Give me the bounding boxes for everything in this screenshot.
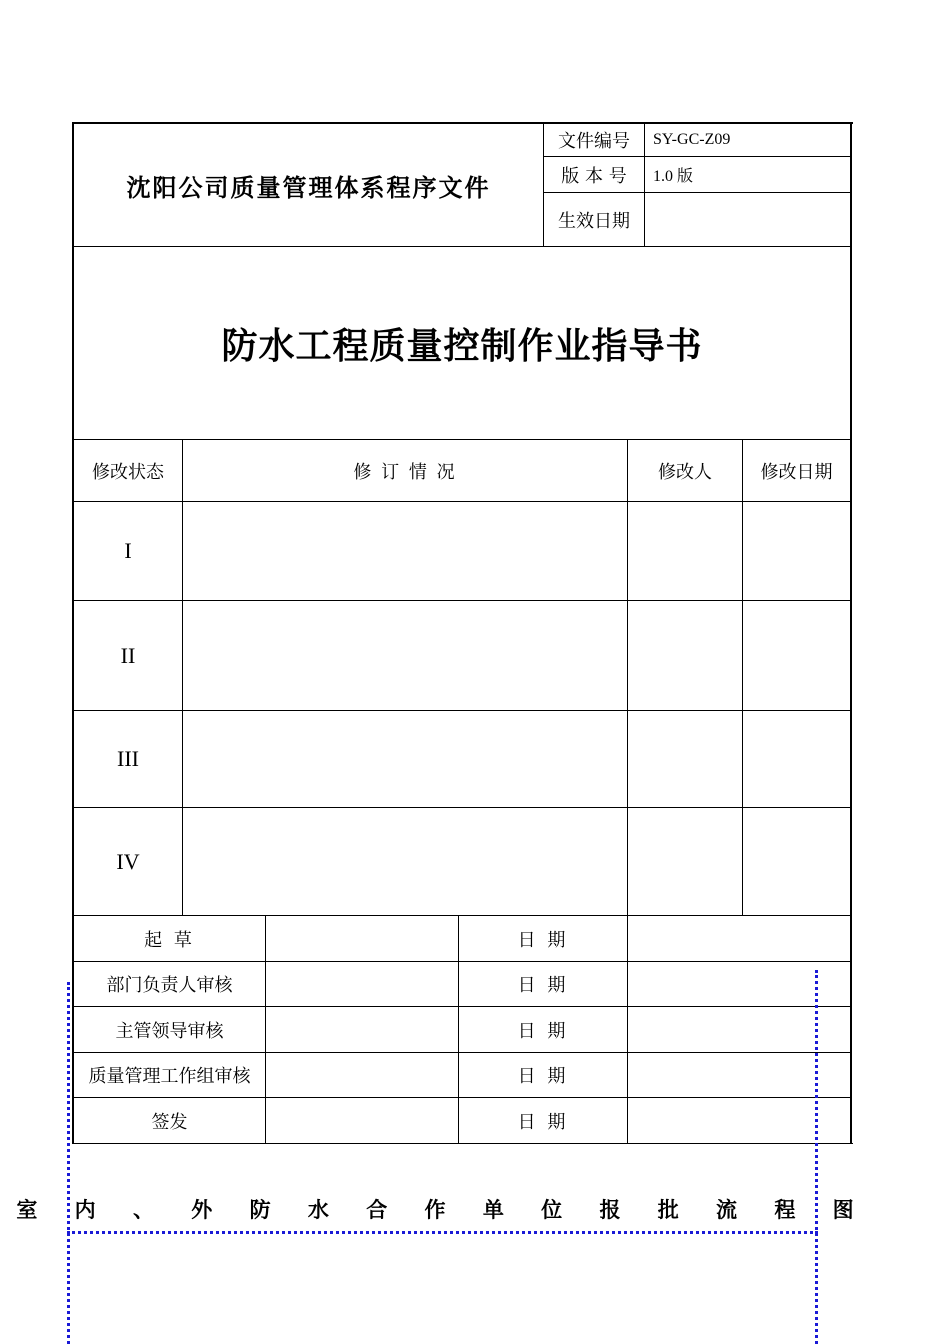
revision-date	[743, 601, 850, 710]
flowchart-left-border	[67, 982, 70, 1344]
signoff-role: 起 草	[144, 929, 195, 951]
doc-number-value: SY-GC-Z09	[653, 131, 731, 148]
effective-date-label: 生效日期	[558, 210, 630, 232]
org-title: 沈阳公司质量管理体系程序文件	[126, 172, 491, 202]
revision-editor	[628, 502, 742, 600]
signoff-role: 主管领导审核	[115, 1020, 224, 1042]
signoff-name	[266, 1007, 458, 1052]
revision-editor	[628, 711, 742, 807]
signoff-date-label: 日 期	[517, 975, 569, 996]
revision-status: II	[120, 642, 136, 668]
revision-description	[183, 601, 627, 710]
signoff-date-label: 日 期	[517, 1020, 569, 1042]
revision-status: III	[117, 746, 139, 771]
signoff-date	[628, 916, 850, 961]
revision-description	[183, 808, 627, 915]
version-label: 版 本 号	[561, 165, 627, 187]
revision-editor	[628, 601, 742, 710]
signoff-role: 签发	[151, 1111, 188, 1133]
effective-date-value	[653, 193, 848, 246]
revision-header-description: 修 订 情 况	[353, 461, 457, 483]
version-value: 1.0 版	[653, 168, 694, 185]
revision-description	[183, 502, 627, 600]
signoff-name	[266, 1098, 458, 1143]
signoff-role: 质量管理工作组审核	[88, 1066, 251, 1087]
revision-date	[743, 711, 850, 807]
frame-right-border	[850, 122, 852, 1144]
revision-status: IV	[116, 848, 140, 874]
signoff-role: 部门负责人审核	[106, 975, 233, 996]
doc-number-label: 文件编号	[558, 131, 630, 152]
revision-header-editor: 修改人	[658, 461, 712, 483]
flowchart-title: 室 内 、 外 防 水 合 作 单 位 报 批 流 程 图	[16, 1197, 869, 1222]
signoff-name	[266, 1053, 458, 1097]
signoff-date-label: 日 期	[517, 1111, 569, 1133]
signoff-name	[266, 916, 458, 961]
document-title: 防水工程质量控制作业指导书	[221, 325, 703, 367]
revision-status: I	[124, 538, 132, 563]
revision-header-status: 修改状态	[92, 461, 164, 483]
signoff-date-label: 日 期	[517, 1066, 569, 1087]
revision-date	[743, 502, 850, 600]
flowchart-right-border	[815, 970, 818, 1344]
revision-description	[183, 711, 627, 807]
signoff-name	[266, 962, 458, 1006]
revision-date	[743, 808, 850, 915]
header-divider	[644, 122, 645, 246]
signoff-date-label: 日 期	[517, 929, 569, 951]
revision-editor	[628, 808, 742, 915]
revision-header-date: 修改日期	[760, 461, 833, 483]
frame-bottom-border	[72, 1143, 853, 1144]
flowchart-divider	[67, 1231, 818, 1234]
